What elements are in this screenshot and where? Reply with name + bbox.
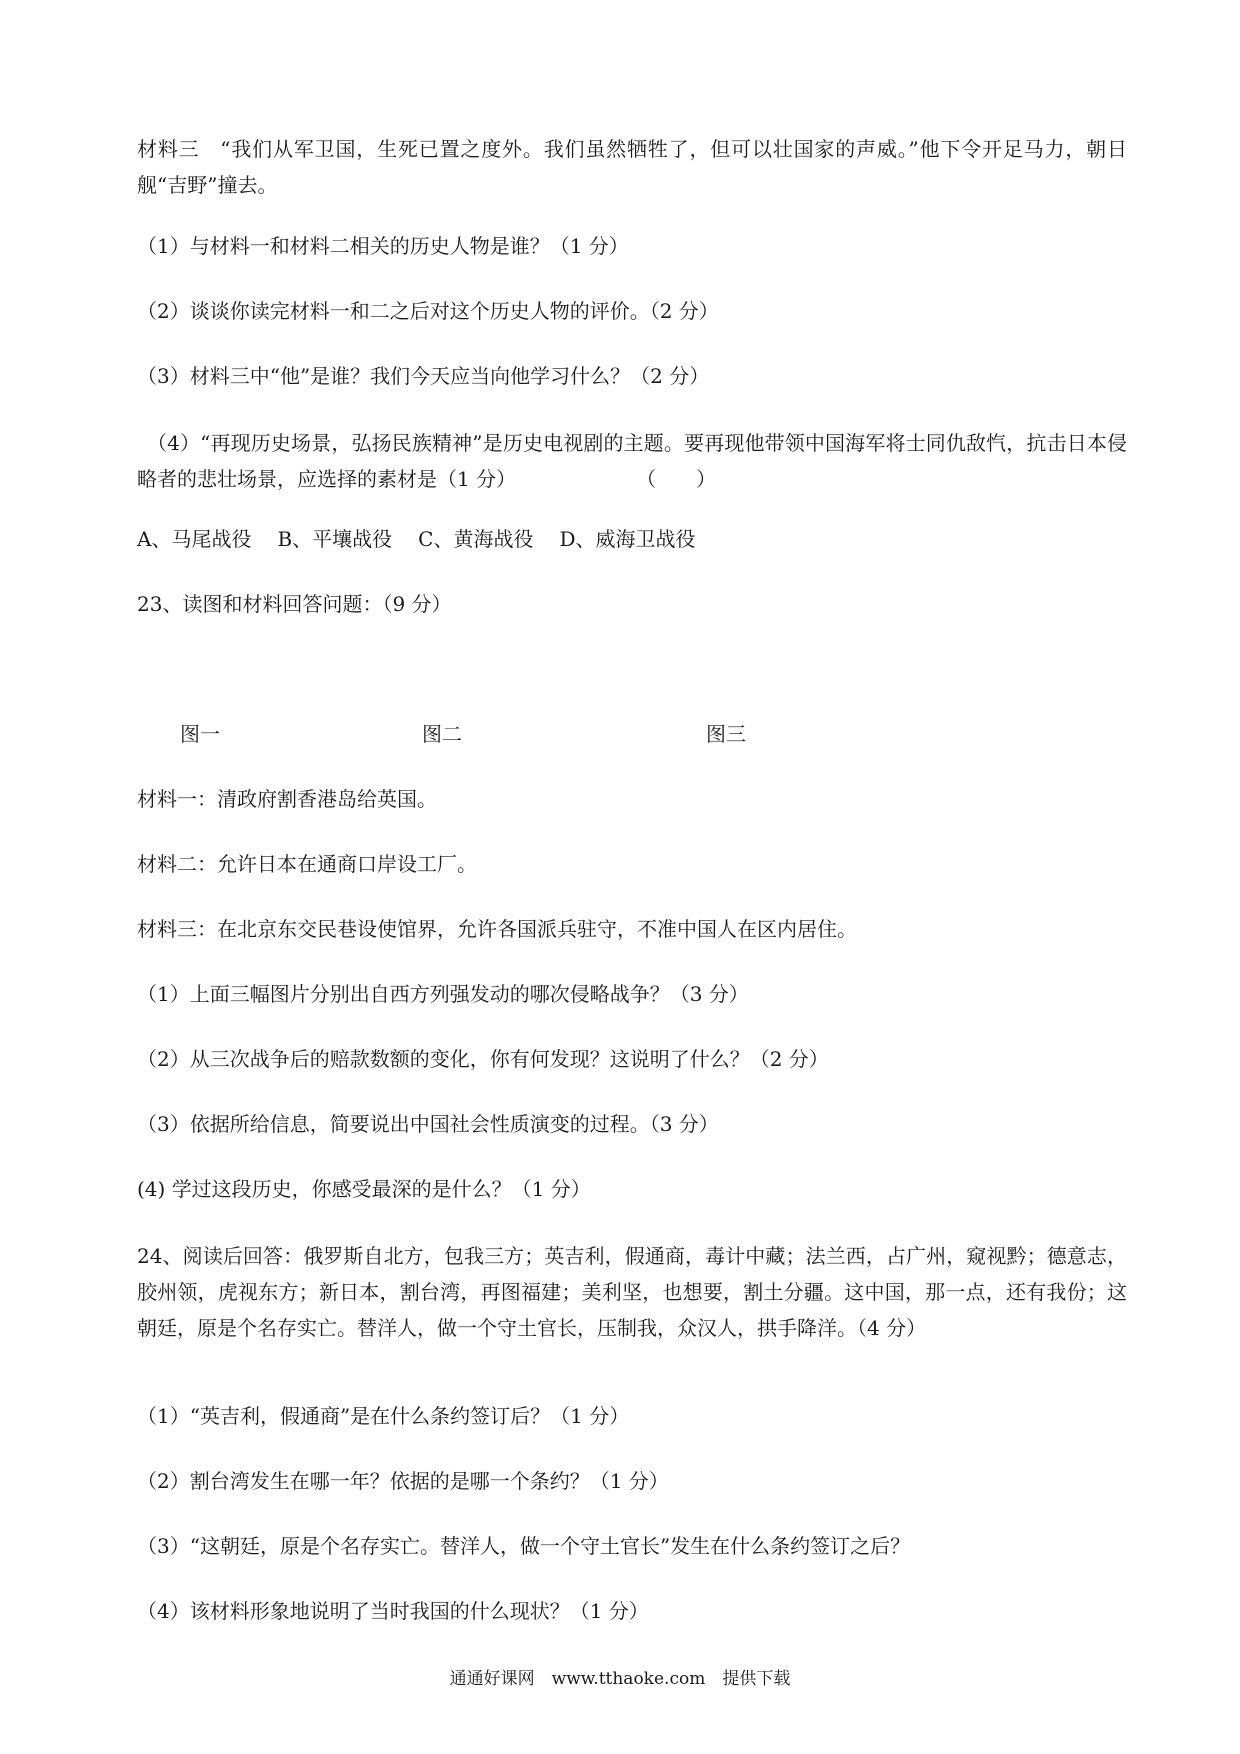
q23-material1: 材料一：清政府割香港岛给英国。	[137, 787, 437, 811]
figure-1-label: 图一	[180, 722, 220, 746]
q23-title: 23、读图和材料回答问题：（9 分）	[137, 592, 452, 616]
q23-sub2: （2）从三次战争后的赔款数额的变化，你有何发现？这说明了什么？（2 分）	[137, 1047, 829, 1071]
choice-b: B、平壤战役	[277, 527, 393, 551]
q24-title: 24、阅读后回答：俄罗斯自北方，包我三方；英吉利，假通商，毒计中藏；法兰西，占广州，窥视黔；德意志，胶州领，虎视东方；新日本，割台湾，再图福建；美利坚，也想要，割土分疆。这中国，那一点，还有我份；这朝廷，原是个名存实亡。替洋人，做一个守土官长，压制我，众汉人，拱手降洋。（4 分）	[137, 1244, 1127, 1340]
q23-sub1: （1）上面三幅图片分别出自西方列强发动的哪次侵略战争？（3 分）	[137, 982, 749, 1006]
q22-choices	[137, 523, 696, 555]
q23-sub3: （3）依据所给信息，简要说出中国社会性质演变的过程。（3 分）	[137, 1112, 719, 1136]
choice-a: A、马尾战役	[137, 527, 252, 551]
q24-sub4: （4）该材料形象地说明了当时我国的什么现状？（1 分）	[137, 1599, 649, 1623]
choice-d: D、威海卫战役	[559, 527, 696, 551]
q22-sub1: （1）与材料一和材料二相关的历史人物是谁？（1 分）	[137, 234, 629, 258]
q23-material3: 材料三：在北京东交民巷设使馆界，允许各国派兵驻守，不准中国人在区内居住。	[137, 917, 857, 941]
choice-c: C、黄海战役	[418, 527, 534, 551]
figure-3-label: 图三	[706, 722, 746, 746]
q22-material3: 材料三 “我们从军卫国，生死已置之度外。我们虽然牺牲了，但可以壮国家的声威。”他下令开足马力，朝日舰“吉野”撞去。	[137, 137, 1127, 197]
q24-sub2: （2）割台湾发生在哪一年？依据的是哪一个条约？（1 分）	[137, 1469, 669, 1493]
figure-2-label: 图二	[422, 722, 462, 746]
q24-sub1: （1）“英吉利，假通商”是在什么条约签订后？（1 分）	[137, 1404, 630, 1428]
q22-sub4: （4）“再现历史场景，弘扬民族精神”是历史电视剧的主题。要再现他带领中国海军将士同仇敌忾，抗击日本侵略者的悲壮场景，应选择的素材是（1 分） （ ）	[137, 431, 1127, 491]
page-footer: 通通好课网 www.tthaoke.com 提供下载	[449, 1669, 791, 1689]
q22-sub2: （2）谈谈你读完材料一和二之后对这个历史人物的评价。（2 分）	[137, 299, 719, 323]
q22-sub3: （3）材料三中“他”是谁？我们今天应当向他学习什么？（2 分）	[137, 364, 710, 388]
q23-sub4: (4) 学过这段历史，你感受最深的是什么？（1 分）	[137, 1177, 591, 1201]
q24-sub3: （3）“这朝廷，原是个名存实亡。替洋人，做一个守土官长”发生在什么条约签订之后？	[137, 1534, 911, 1558]
q23-material2: 材料二：允许日本在通商口岸设工厂。	[137, 852, 477, 876]
